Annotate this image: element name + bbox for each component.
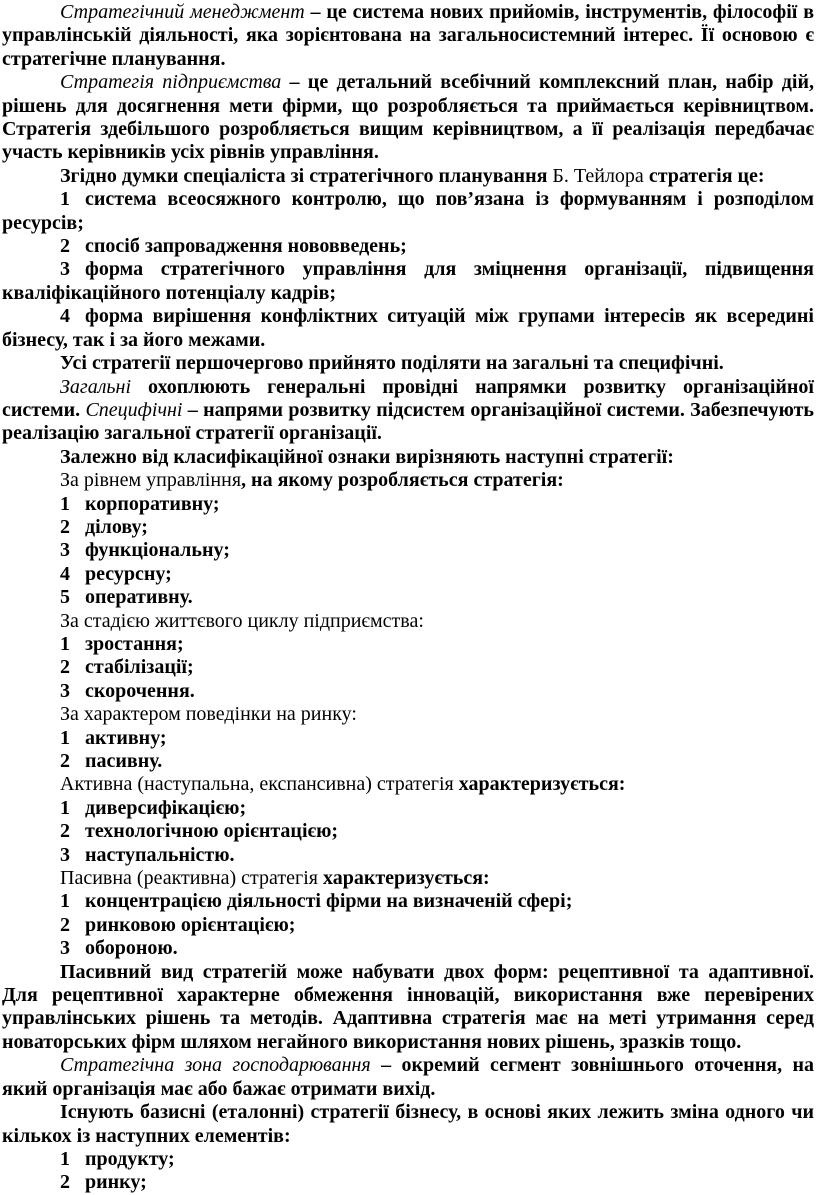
text-run: продукту;: [85, 1147, 175, 1170]
paragraph: [2, 71, 814, 165]
list-number: 4: [60, 305, 70, 328]
text-run: диверсифікацією;: [85, 796, 247, 819]
list-number: 2: [60, 750, 70, 772]
list-number: 1: [60, 726, 70, 749]
text-run: За характером поведінки на ринку:: [60, 703, 357, 726]
text-run: Б. Тейлора: [552, 164, 649, 187]
text-run: наступальністю.: [85, 843, 235, 866]
text-run: Специфічні: [85, 398, 183, 421]
list-number: 1: [60, 1147, 70, 1170]
text-run: зростання;: [85, 632, 184, 655]
paragraph: [2, 773, 814, 796]
list-number: 2: [60, 820, 70, 843]
list-item: [2, 493, 814, 516]
text-run: За рівнем управління: [60, 469, 242, 492]
text-run: За стадією життєвого циклу підприємства:: [60, 609, 424, 632]
paragraph: [2, 446, 814, 469]
list-number: 4: [60, 562, 70, 585]
list-item: [2, 516, 814, 539]
text-run: Пасивна (реактивна) стратегія: [60, 867, 323, 890]
text-run: Стратегія підприємства: [60, 71, 282, 94]
list-item: [2, 844, 814, 867]
text-run: Згідно думки спеціаліста зі стратегічного планування: [60, 164, 553, 187]
list-number: 2: [60, 1171, 70, 1194]
list-number: 3: [60, 539, 70, 562]
list-item: [2, 890, 814, 913]
text-run: концентрацією діяльності фірми на визначеній сфері;: [85, 890, 573, 913]
text-run: форма вирішення конфліктних ситуацій між групами інтересів як всередині бізнесу, так і за його межами.: [2, 305, 814, 351]
text-run: ринковою орієнтацією;: [85, 913, 296, 936]
list-item: [2, 539, 814, 562]
list-number: 3: [60, 843, 70, 866]
list-number: 2: [60, 656, 70, 679]
text-run: , на якому розробляється стратегія:: [241, 469, 564, 492]
list-number: 3: [60, 679, 70, 702]
paragraph: [2, 703, 814, 726]
text-run: Стратегічна зона господарювання: [60, 1054, 371, 1077]
paragraph: [2, 1054, 814, 1101]
list-item: [2, 727, 814, 750]
text-run: – окремий сегмент зовнішнього оточення, на який організація має або бажає отримати вихід.: [2, 1054, 814, 1100]
text-run: Загальні: [60, 375, 132, 398]
text-run: стабілізації;: [85, 656, 194, 679]
list-item: [2, 820, 814, 843]
list-item: [2, 656, 814, 679]
paragraph: [2, 165, 814, 188]
paragraph: [2, 1, 814, 71]
text-run: Залежно від класифікаційної ознаки вирізняють наступні стратегії:: [60, 445, 674, 468]
text-run: функціональну;: [85, 539, 230, 562]
text-run: спосіб запровадження нововведень;: [85, 235, 407, 258]
list-item: [2, 188, 814, 235]
paragraph: [2, 1101, 814, 1148]
text-run: Усі стратегії першочергово прийнято поділяти на загальні та специфічні.: [60, 352, 724, 375]
list-number: 2: [60, 235, 70, 258]
text-run: обороною.: [85, 937, 178, 960]
list-number: 2: [60, 515, 70, 538]
paragraph: [2, 961, 814, 1055]
list-item: [2, 563, 814, 586]
text-run: характеризується:: [322, 867, 490, 890]
list-number: 3: [60, 258, 70, 281]
text-run: корпоративну;: [85, 492, 220, 515]
list-number: 1: [60, 890, 70, 913]
list-number: 2: [60, 913, 70, 936]
list-item: [2, 914, 814, 937]
list-item: [2, 305, 814, 352]
list-item: [2, 1148, 814, 1171]
text-run: ділову;: [85, 515, 148, 538]
list-item: [2, 586, 814, 609]
list-number: 1: [60, 632, 70, 655]
text-run: ринку;: [85, 1171, 147, 1194]
list-item: [2, 797, 814, 820]
list-number: 1: [60, 188, 70, 211]
text-run: – це система нових прийомів, інструментів, філософії в управлінській діяльності, яка зорієнтована на загальносистемний інтерес. Її основою є стратегічне планування.: [2, 1, 814, 70]
paragraph: [2, 610, 814, 633]
text-run: ресурсну;: [85, 562, 172, 585]
text-run: – напрями розвитку підсистем організаційної системи. Забезпечують реалізацію загальної стратегії організації.: [2, 398, 814, 445]
text-run: активну;: [85, 726, 167, 749]
text-run: стратегія це:: [648, 164, 765, 187]
text-run: технологічною орієнтацією;: [85, 820, 339, 843]
list-item: [2, 937, 814, 960]
list-number: 3: [60, 937, 70, 960]
text-run: Стратегічний менеджмент: [60, 1, 305, 23]
list-item: [2, 680, 814, 703]
paragraph: [2, 352, 814, 375]
list-item: [2, 258, 814, 305]
list-item: [2, 750, 814, 773]
paragraph: [2, 376, 814, 446]
text-run: Пасивний вид стратегій може набувати двох форм: рецептивної та адаптивної. Для рецептивної характерне обмеження інновацій, використання вже перевірених управлінських рішень та методів. Адаптивна стратегія має на меті утримання серед новаторських фірм шляхом негайного використання нових рішень, зразків тощо.: [2, 960, 814, 1053]
list-number: 1: [60, 492, 70, 515]
text-run: Існують базисні (еталонні) стратегії бізнесу, в основі яких лежить зміна одного чи кількох із наступних елементів:: [2, 1101, 814, 1147]
text-run: – це детальний всебічний комплексний план, набір дій, рішень для досягнення мети фірми, що розробляється та приймається керівництвом. Стратегія здебільшого розробляється вищим керівництвом, а її реалізація передбачає участь керівників усіх рівнів управління.: [2, 71, 814, 164]
paragraph: [2, 469, 814, 492]
text-run: пасивну.: [85, 750, 163, 772]
list-number: 5: [60, 586, 70, 609]
list-item: [2, 1171, 814, 1194]
text-run: характеризується:: [458, 773, 626, 796]
paragraph: [2, 867, 814, 890]
text-run: охоплюють генеральні провідні напрямки розвитку організаційної системи.: [2, 375, 814, 421]
text-run: система всеосяжного контролю, що пов’язана із формуванням і розподілом ресурсів;: [2, 188, 814, 234]
text-run: скорочення.: [85, 679, 195, 702]
text-run: форма стратегічного управління для зміцнення організації, підвищення кваліфікаційного потенціалу кадрів;: [2, 258, 814, 304]
list-item: [2, 235, 814, 258]
list-number: 1: [60, 796, 70, 819]
list-item: [2, 633, 814, 656]
text-run: оперативну.: [85, 586, 193, 609]
text-run: Активна (наступальна, експансивна) стратегія: [60, 773, 459, 796]
